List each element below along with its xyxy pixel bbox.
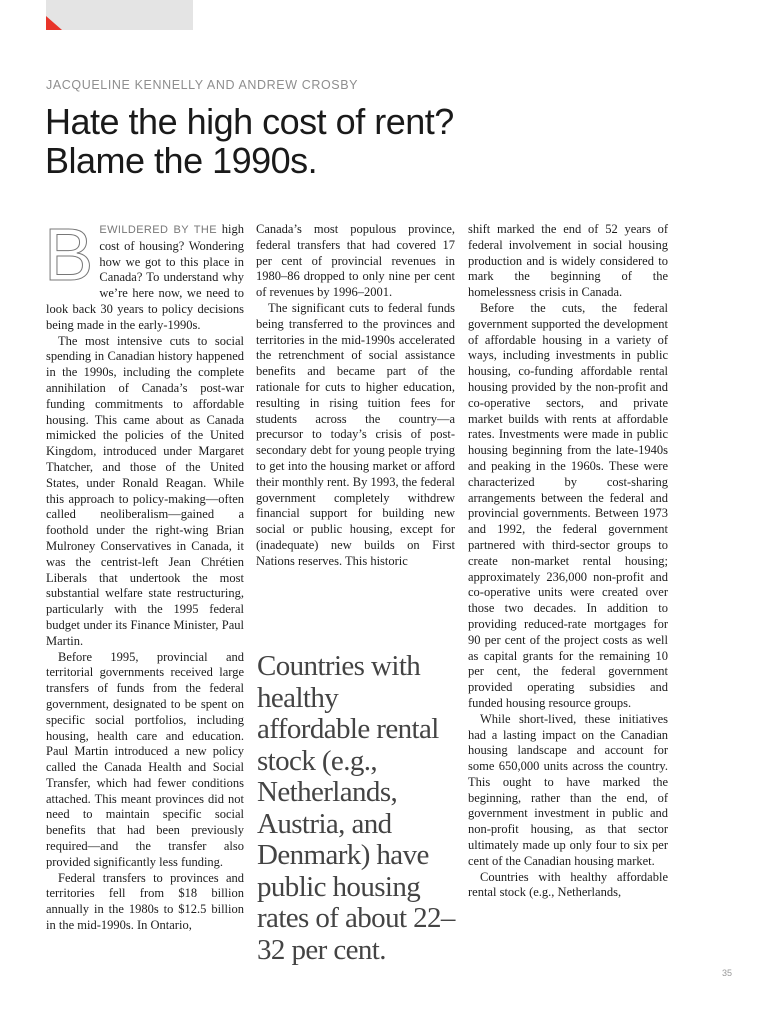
lead-in: EWILDERED BY THE bbox=[99, 224, 217, 236]
section-tab bbox=[46, 0, 193, 30]
pull-quote: Countries with healthy affordable rental stock (e.g., Netherlands, Austria, and Denmark) have public housing rates of about 22–32 per cent. bbox=[257, 650, 455, 966]
paragraph: Countries with healthy affordable rental stock (e.g., Netherlands, bbox=[468, 869, 668, 900]
red-corner-marker bbox=[46, 16, 62, 30]
text-column-2 bbox=[256, 222, 455, 570]
title-line-1: Hate the high cost of rent? bbox=[45, 101, 454, 142]
paragraph: The most intensive cuts to social spending in Canadian history happened in the 1990s, including the complete annihilation of Canada’s post-war funding commitments to affordable housing. This came about as Canada mimicked the policies of the United Kingdom, introduced under Margaret Thatcher, and those of the United States, under Ronald Reagan. While this approach to policy-making—often called neoliberalism—gained a foothold under the right-wing Brian Mulroney Conservatives in Canada, it was the centrist-left Jean Chrétien Liberals that undertook the most substantial welfare state restructuring, particularly with the 1995 federal budget under its Finance Minister, Paul Martin. bbox=[46, 333, 244, 648]
paragraph: Before the cuts, the federal government supported the development of affordable housing in a variety of ways, including investments in public housing, co-funding affordable rental housing provided by the non-profit and co-operative sectors, and private market builds with rents at affordable rates. Investments were made in public housing beginning from the late-1940s and peaking in the 1960s. These were characterized by cost-sharing arrangements between the federal and provincial governments. Between 1973 and 1992, the federal government partnered with third-sector groups to create non-market rental housing; approximately 236,000 non-profit and co-operative units were created over those two decades. In addition to providing reduced-rate mortgages for 90 per cent of the project costs as well as capital grants for the remaining 10 per cent, the federal government provided operating subsidies and funded housing resource groups. bbox=[468, 300, 668, 710]
text-column-3 bbox=[468, 222, 668, 901]
paragraph: The significant cuts to federal funds being transferred to the provinces and territories in the mid-1990s accelerated the retrenchment of social assistance benefits and became part of the rationale for cuts to higher education, resulting in rising tuition fees for students across the country—a precursor to today’s crisis of post-secondary debt for young people trying to get into the housing market or afford their monthly rent. By 1993, the federal government completely withdrew financial support for building new social or public housing, except for (inadequate) new builds on First Nations reserves. This historic bbox=[256, 300, 455, 568]
title-line-2: Blame the 1990s. bbox=[45, 140, 318, 181]
paragraph: shift marked the end of 52 years of federal involvement in social housing production and is widely considered to mark the beginning of the homelessness crisis in Canada. bbox=[468, 222, 668, 300]
paragraph: Federal transfers to provinces and territories fell from $18 billion annually in the 1980s to $12.5 billion in the mid-1990s. In Ontario, bbox=[46, 870, 244, 933]
article-title bbox=[45, 102, 665, 180]
paragraph: Before 1995, provincial and territorial governments received large transfers of funds from the federal government, designated to be spent on specific social portfolios, including housing, health care and education. Paul Martin introduced a new policy called the Canada Health and Social Transfer, which had fewer conditions attached. This meant provinces did not need to maintain specific social benefits that had been previously required—and the transfer also provided significantly less funding. bbox=[46, 649, 244, 869]
paragraph: Canada’s most populous province, federal transfers that had covered 17 per cent of provincial revenues in 1980–86 dropped to only nine per cent of revenues by 1996–2001. bbox=[256, 222, 455, 300]
byline: JACQUELINE KENNELLY AND ANDREW CROSBY bbox=[46, 78, 359, 92]
paragraph: While short-lived, these initiatives had a lasting impact on the Canadian housing landscape and account for some 650,000 units across the country. This ought to have marked the beginning, rather than the end, of government investment in public and non-profit housing, as that sector ultimately made up only four to six per cent of the Canadian housing market. bbox=[468, 711, 668, 868]
paragraph-text: high cost of housing? Wondering how we got to this place in Canada? To understand why we’re here now, we need to look back 30 years to policy decisions being made in the early-1990s. bbox=[46, 222, 244, 332]
page-number: 35 bbox=[721, 968, 732, 978]
paragraph bbox=[44, 213, 244, 334]
text-column-1 bbox=[44, 213, 244, 934]
drop-cap: B bbox=[44, 213, 94, 296]
